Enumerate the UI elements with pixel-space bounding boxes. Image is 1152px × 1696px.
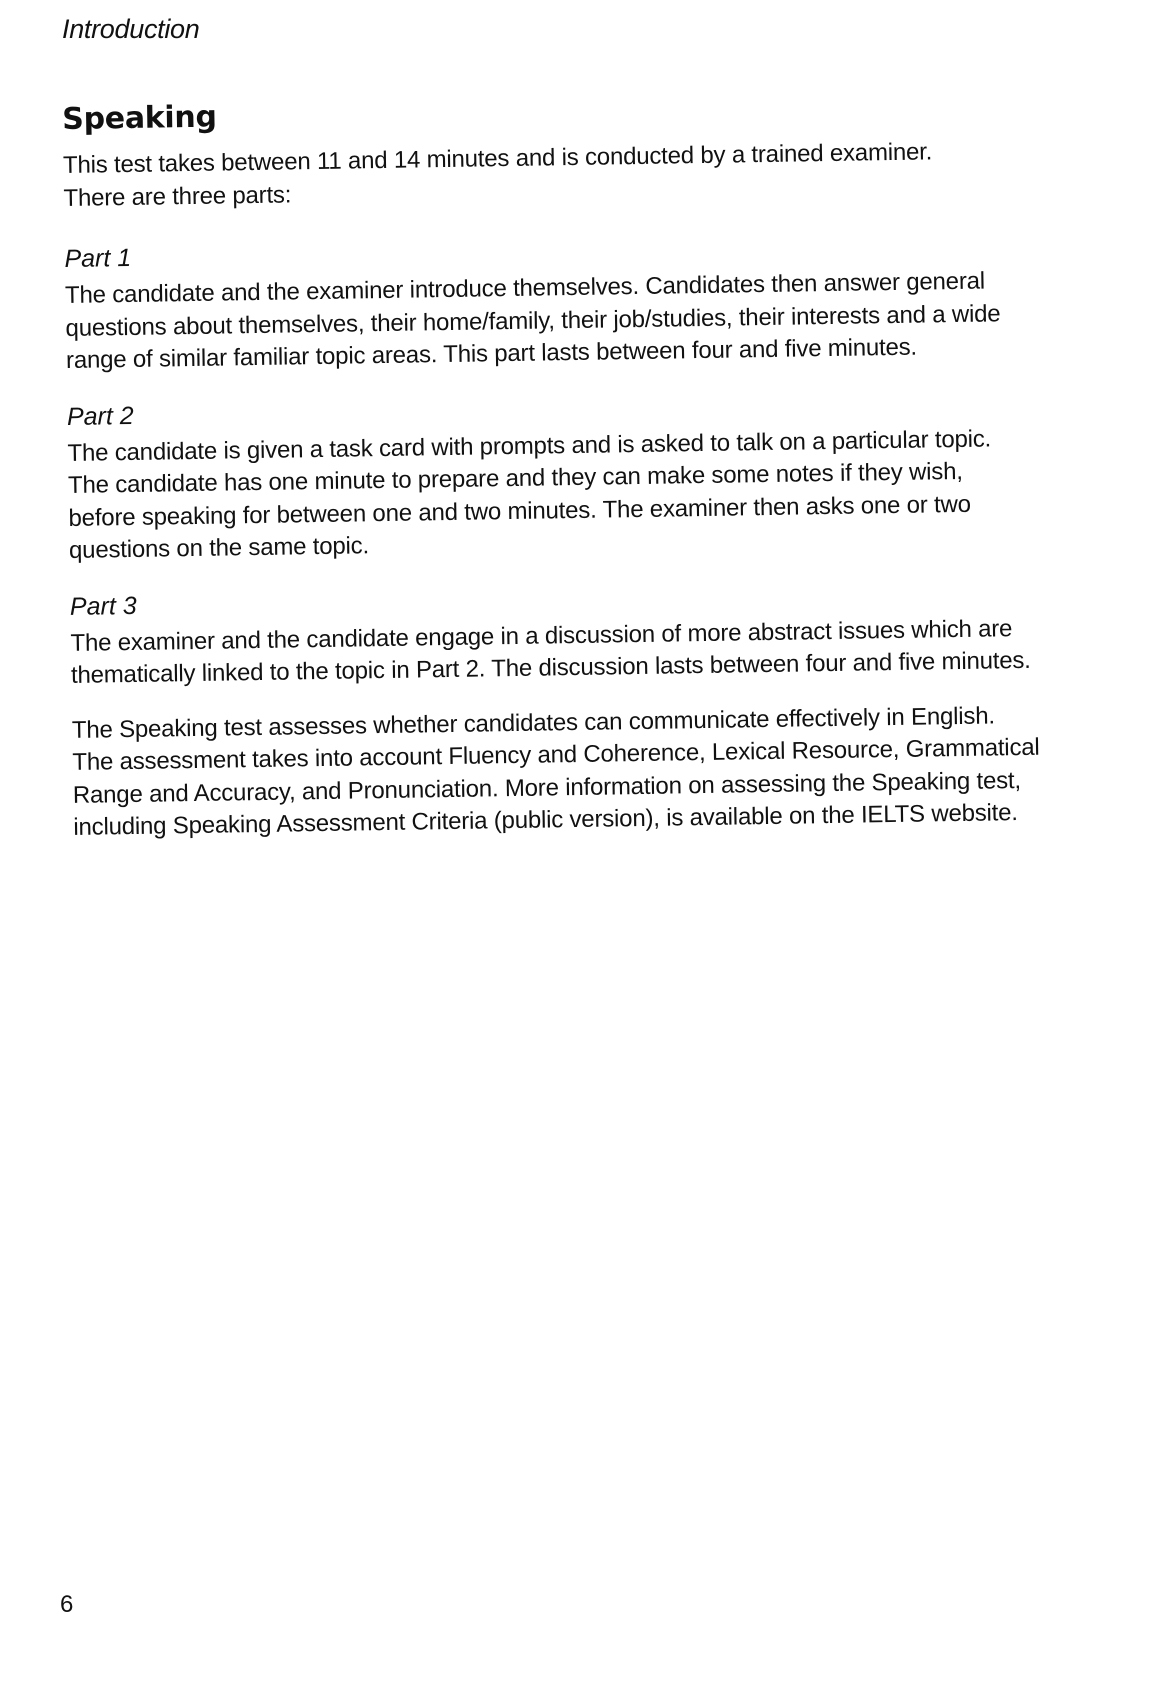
intro-line: There are three parts: [63,180,292,212]
closing-line: Range and Accuracy, and Pronunciation. More information on assessing the Speaking test, [72,766,1022,809]
intro-paragraph [63,134,1094,215]
part-2-line: The candidate has one minute to prepare and they can make some notes if they wish, [67,457,963,499]
part-2-line: The candidate is given a task card with prompts and is asked to talk on a particular topic. [67,424,992,467]
page-number: 6 [60,1591,74,1618]
part-3-line: thematically linked to the topic in Part 2. The discussion lasts between four and five minutes. [70,646,1031,689]
closing-line: The assessment takes into account Fluency and Coherence, Lexical Resource, Grammatical [72,733,1040,776]
part-2-line: before speaking for between one and two minutes. The examiner then asks one or two [68,490,972,532]
part-1-heading: Part 1 [64,243,132,273]
part-1-line: The candidate and the examiner introduce themselves. Candidates then answer general [64,267,986,309]
closing-line: including Speaking Assessment Criteria (public version), is available on the IELTS website. [73,799,1018,841]
part-1-line: range of similar familiar topic areas. This part lasts between four and five minutes. [65,333,918,374]
closing-paragraph [72,698,1104,844]
part-2-paragraph [67,421,1099,567]
part-2-section [67,383,1100,567]
closing-line: The Speaking test assesses whether candidates can communicate effectively in English. [71,701,996,744]
part-1-paragraph [65,264,1096,378]
part-3-section [70,573,1101,692]
intro-line: This test takes between 11 and 14 minutes and is conducted by a trained examiner. [62,138,933,179]
page-content [62,86,1104,845]
section-title: Speaking [62,99,217,137]
part-3-paragraph [70,611,1101,692]
part-2-line: questions on the same topic. [68,532,370,564]
part-1-line: questions about themselves, their home/family, their job/studies, their interests and a wide [65,299,1001,342]
part-1-section [64,226,1096,378]
part-2-heading: Part 2 [66,401,134,431]
running-head: Introduction [62,14,200,44]
part-3-heading: Part 3 [69,591,137,621]
part-3-line: The examiner and the candidate engage in a discussion of more abstract issues which are [70,614,1013,657]
